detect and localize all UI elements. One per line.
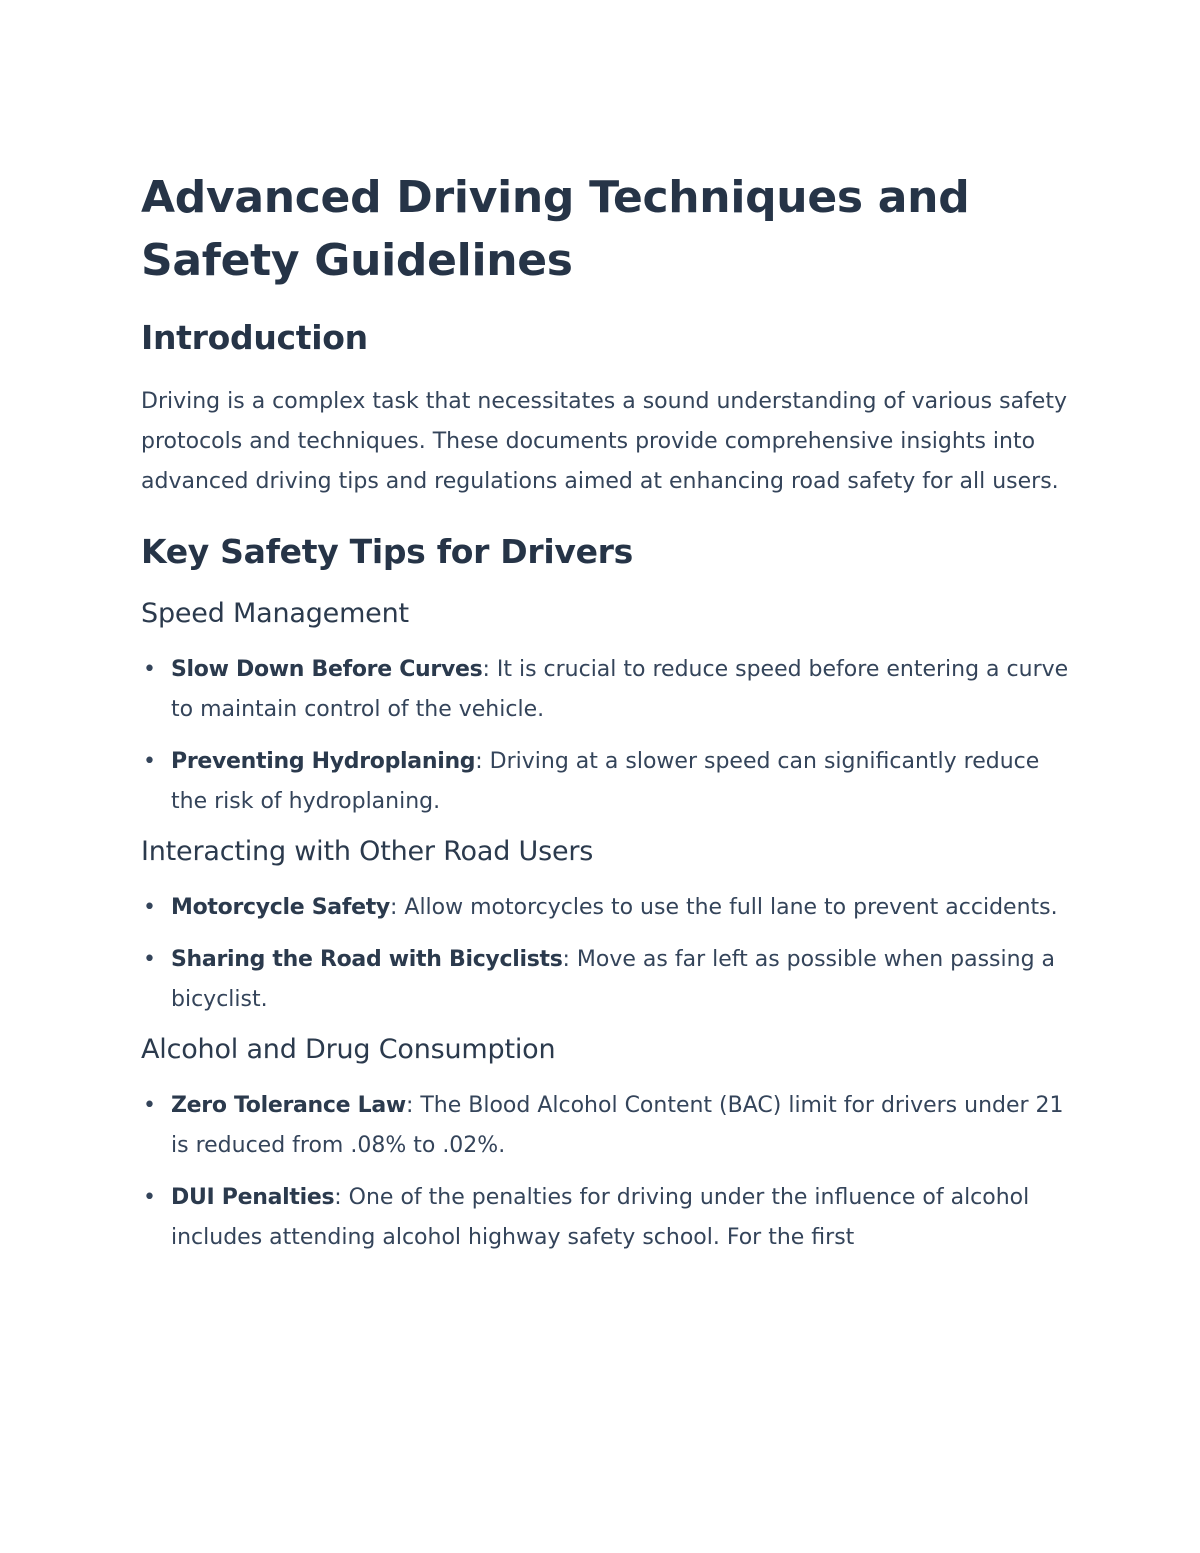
list-item bbox=[141, 888, 1070, 928]
bullet-icon: • bbox=[143, 749, 156, 774]
bullet-icon: • bbox=[143, 895, 156, 920]
section-heading-alcohol: Alcohol and Drug Consumption bbox=[141, 1034, 556, 1065]
item-term: Preventing Hydroplaning bbox=[171, 749, 476, 774]
bullet-icon: • bbox=[143, 657, 156, 682]
bullet-icon: • bbox=[143, 947, 156, 972]
list-item bbox=[141, 742, 1070, 822]
list-item bbox=[141, 940, 1070, 1020]
key-tips-heading: Key Safety Tips for Drivers bbox=[141, 532, 633, 571]
item-text: : The Blood Alcohol Content (BAC) limit for drivers under 21 is reduced from .08% to .02%. bbox=[171, 1093, 1064, 1158]
alcohol-list bbox=[141, 1086, 1070, 1258]
section-heading-road-users: Interacting with Other Road Users bbox=[141, 836, 594, 867]
introduction-heading: Introduction bbox=[141, 318, 368, 357]
list-item bbox=[141, 1086, 1070, 1166]
item-text: : One of the penalties for driving under the influence of alcohol includes attending alcohol highway safety school. For the first bbox=[171, 1185, 1030, 1250]
introduction-paragraph: Driving is a complex task that necessitates a sound understanding of various safety protocols and techniques. These documents provide comprehensive insights into advanced driving tips and regulations aimed at enhancing road safety for all users. bbox=[141, 389, 1067, 494]
item-term: DUI Penalties bbox=[171, 1185, 335, 1210]
list-item bbox=[141, 650, 1070, 730]
item-term: Motorcycle Safety bbox=[171, 895, 390, 920]
item-text: : Allow motorcycles to use the full lane to prevent accidents. bbox=[389, 895, 1058, 920]
road-users-list bbox=[141, 888, 1070, 1020]
item-text: : Driving at a slower speed can significantly reduce the risk of hydroplaning. bbox=[171, 749, 1040, 814]
section-heading-speed: Speed Management bbox=[141, 598, 409, 629]
item-term: Zero Tolerance Law bbox=[171, 1093, 406, 1118]
bullet-icon: • bbox=[143, 1185, 156, 1210]
item-term: Slow Down Before Curves bbox=[171, 657, 483, 682]
list-item bbox=[141, 1178, 1070, 1258]
item-text: : Move as far left as possible when passing a bicyclist. bbox=[171, 947, 1056, 1012]
document-title: Advanced Driving Techniques and Safety Guidelines bbox=[141, 172, 970, 286]
item-text: : It is crucial to reduce speed before entering a curve to maintain control of the vehicle. bbox=[171, 657, 1069, 722]
bullet-icon: • bbox=[143, 1093, 156, 1118]
item-term: Sharing the Road with Bicyclists bbox=[171, 947, 563, 972]
speed-list bbox=[141, 650, 1070, 822]
